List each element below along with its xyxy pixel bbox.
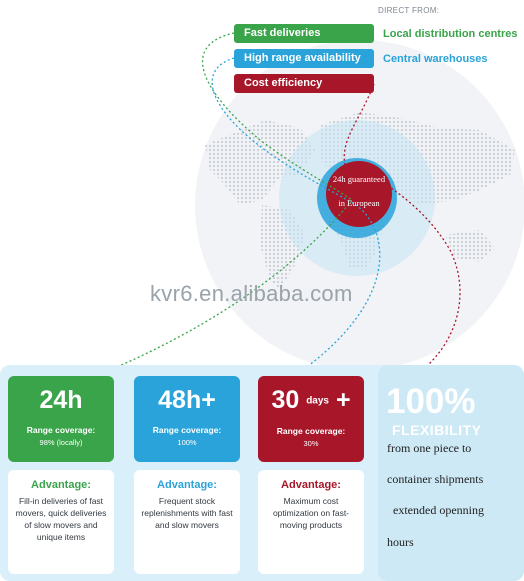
watermark: kvr6.en.alibaba.com	[150, 281, 353, 306]
central-warehouses-label: Central warehouses	[383, 53, 488, 65]
card-30days-coverage-label: Range coverage:	[276, 426, 346, 437]
advantage-24h-label: Advantage:	[31, 479, 91, 491]
card-48h-title: 48h+	[158, 386, 216, 414]
flexibility-line-4: hours	[387, 535, 414, 549]
flexibility-line-1: from one piece to	[387, 441, 472, 455]
card-30days	[258, 376, 364, 462]
flexibility-line-2: container shipments	[387, 472, 484, 486]
advantage-30days	[258, 470, 364, 574]
advantage-24h-text: Fill-in deliveries of fast movers, quick deliveries of slow movers and unique items	[15, 496, 107, 542]
card-24h-coverage-value: 98% (locally)	[39, 438, 83, 447]
card-30days-coverage-value: 30%	[303, 439, 319, 449]
direct-from-label: DIRECT FROM:	[378, 6, 440, 15]
card-24h-coverage-label: Range coverage:	[26, 425, 96, 435]
advantage-24h	[8, 470, 114, 574]
card-48h-coverage-label: Range coverage:	[152, 425, 222, 435]
guarantee-line-1: 24h guaranteed	[332, 174, 386, 184]
advantage-48h-label: Advantage:	[157, 479, 217, 491]
card-30days-number: 30	[271, 386, 300, 414]
guarantee-line-2: in European	[338, 198, 380, 208]
flexibility-line-3: extended openning	[393, 503, 484, 517]
advantage-48h	[134, 470, 240, 574]
local-centres-label: Local distribution centres	[383, 28, 518, 40]
fast-deliveries-badge: Fast deliveries	[234, 24, 374, 43]
cost-efficiency-badge: Cost efficiency	[234, 74, 374, 93]
advantage-48h-text: Frequent stock replenishments with fast and slow movers	[141, 496, 233, 530]
advantage-30days-label: Advantage:	[281, 479, 341, 491]
card-48h	[134, 376, 240, 462]
card-30days-suffix: days	[306, 395, 329, 407]
flexibility-title: FLEXIBILITY	[392, 422, 482, 438]
card-30days-plus: +	[335, 386, 351, 414]
flexibility-percent: 100%	[386, 382, 476, 421]
high-range-badge: High range availability	[234, 49, 374, 68]
advantage-30days-text: Maximum cost optimization on fast-moving products	[272, 496, 350, 530]
guarantee-text	[326, 167, 392, 215]
card-30days-title	[258, 385, 364, 416]
card-24h-title: 24h	[39, 386, 83, 414]
card-24h	[8, 376, 114, 462]
card-48h-coverage-value: 100%	[177, 438, 197, 447]
